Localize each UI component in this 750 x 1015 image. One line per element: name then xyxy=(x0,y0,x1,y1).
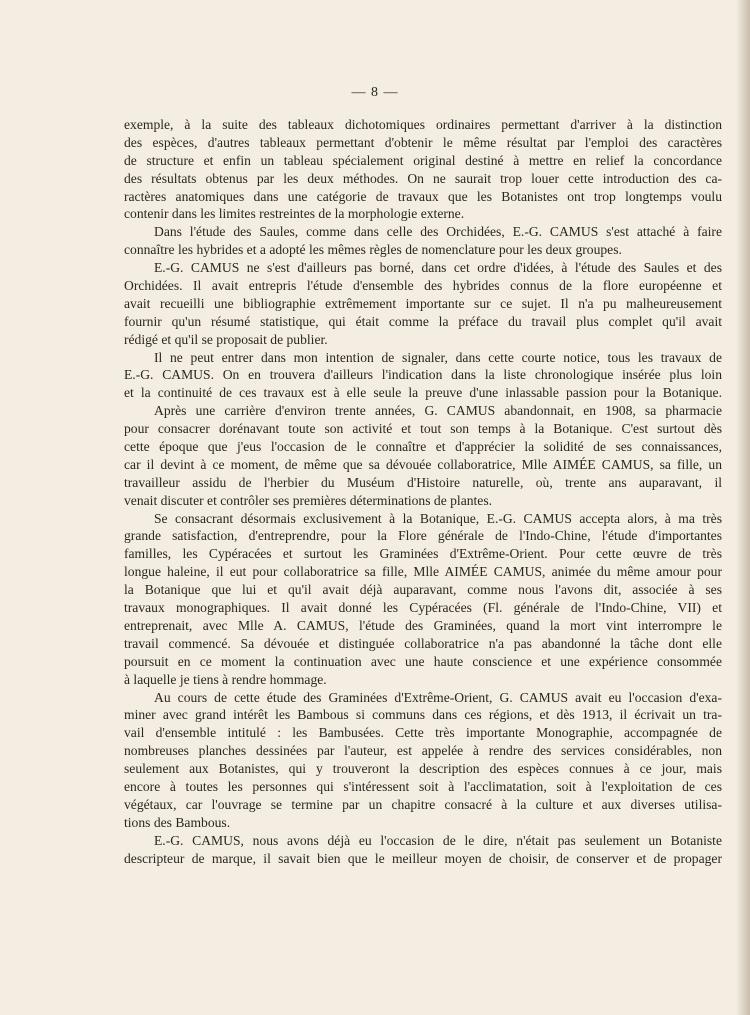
text-line: venait discuter et contrôler ses premières déterminations de plantes. xyxy=(124,492,493,508)
text-line: la Botanique que lui et qu'il avait déjà auparavant, comme nous l'avons dit, associée à ses xyxy=(124,582,722,598)
text-line: exemple, à la suite des tableaux dichotomiques ordinaires permettant d'arriver à la distinction xyxy=(124,117,722,132)
text-line: grande satisfaction, d'entreprendre, pour la Flore générale de l'Indo-Chine, l'étude d'importantes xyxy=(124,528,722,544)
text-line: Dans l'étude des Saules, comme dans celle des Orchidées, E.-G. CAMUS s'est attaché à faire xyxy=(154,224,722,240)
text-line: nombreuses planches dessinées par l'auteur, est appelée à rendre des services considérables, non xyxy=(124,743,722,759)
text-line: des résultats obtenus par les deux méthodes. On ne saurait trop louer cette introduction des ca- xyxy=(124,170,722,186)
body-text xyxy=(124,116,722,867)
text-line: descripteur de marque, il savait bien que le meilleur moyen de choisir, de conserver et de propager xyxy=(124,850,722,866)
text-line: familles, les Cypéracées et surtout les Graminées d'Extrême-Orient. Pour cette œuvre de très xyxy=(124,546,722,562)
text-line: contenir dans les limites restreintes de la morphologie externe. xyxy=(124,206,465,222)
text-line: pour consacrer dorénavant toute son activité et tout son temps à la Botanique. C'est surtout dès xyxy=(124,421,722,437)
text-line: entreprenait, avec Mlle A. CAMUS, l'étude des Graminées, quand la mort vint interrompre le xyxy=(124,617,722,633)
text-line: à laquelle je tiens à rendre hommage. xyxy=(124,671,327,687)
page-edge-shadow xyxy=(736,0,750,1015)
text-line: vail d'ensemble intitulé : les Bambusées. Cette très importante Monographie, accompagnée de xyxy=(124,725,722,741)
text-line: connaître les hybrides et a adopté les mêmes règles de nomenclature pour les deux groupes. xyxy=(124,242,622,258)
text-line: car il devint à ce moment, de même que sa dévouée collaboratrice, Mlle AIMÉE CAMUS, sa fille, un xyxy=(124,456,722,472)
text-line: tions des Bambous. xyxy=(124,814,231,830)
text-line: Se consacrant désormais exclusivement à la Botanique, E.-G. CAMUS accepta alors, à ma très xyxy=(154,510,722,526)
page-number: — 8 — xyxy=(351,85,399,100)
text-line: Après une carrière d'environ trente années, G. CAMUS abandonnait, en 1908, sa pharmacie xyxy=(154,403,722,419)
text-line: miner avec grand intérêt les Bambous si communs dans ces régions, et dès 1913, il écrivait un tra- xyxy=(124,707,722,723)
text-line: E.-G. CAMUS ne s'est d'ailleurs pas borné, dans cet ordre d'idées, à l'étude des Saules et des xyxy=(154,260,722,276)
text-line: encore à toutes les personnes qui s'intéressent soit à l'acclimatation, soit à l'exploitation de ces xyxy=(124,778,722,794)
text-line: Au cours de cette étude des Graminées d'Extrême-Orient, G. CAMUS avait eu l'occasion d'exa- xyxy=(154,689,722,705)
text-line: E.-G. CAMUS, nous avons déjà eu l'occasion de le dire, n'était pas seulement un Botaniste xyxy=(154,832,722,848)
text-line: Il ne peut entrer dans mon intention de signaler, dans cette courte notice, tous les travaux de xyxy=(154,349,722,365)
text-line: fournir qu'un résumé statistique, qui était comme la préface du travail plus complet qu'il avait xyxy=(124,313,722,329)
text-line: rédigé et qu'il se proposait de publier. xyxy=(124,331,328,347)
text-line: travail commencé. Sa dévouée et distinguée collaboratrice n'a pas abandonné la tâche dont elle xyxy=(124,635,722,651)
text-line: végétaux, car l'ouvrage se termine par un chapitre consacré à la culture et aux diverses utilisa- xyxy=(124,796,722,812)
text-line: des espèces, d'autres tableaux permettant d'obtenir le même résultat par l'emploi des caractères xyxy=(124,134,722,150)
text-line: avait recueilli une bibliographie extrêmement importante sur ce sujet. Il n'a pu malheureusement xyxy=(124,295,722,311)
text-line: travailleur assidu de l'herbier du Muséum d'Histoire naturelle, où, trente ans auparavant, il xyxy=(124,474,722,490)
text-line: poursuit en ce moment la continuation avec une haute conscience et une expérience consommée xyxy=(124,653,722,669)
text-line: E.-G. CAMUS. On en trouvera d'ailleurs l'indication dans la liste chronologique insérée plus loin xyxy=(124,367,722,383)
text-line: de structure et enfin un tableau spécialement original destiné à mettre en relief la concordance xyxy=(124,152,722,168)
text-line: ractères anatomiques dans une catégorie de travaux que les Botanistes ont trop longtemps voulu xyxy=(124,188,722,204)
text-line: longue haleine, il eut pour collaboratrice sa fille, Mlle AIMÉE CAMUS, animée du même amour pour xyxy=(124,564,722,580)
text-line: seulement aux Botanistes, qui y trouveront la description des espèces connues à ce jour, mais xyxy=(124,761,722,777)
text-line: et la continuité de ces travaux est à elle seule la preuve d'une inlassable passion pour la Botanique. xyxy=(124,385,722,401)
text-line: travaux monographiques. Il avait donné les Cypéracées (Fl. générale de l'Indo-Chine, VII) et xyxy=(124,600,722,616)
text-line: cette époque que j'eus l'occasion de le connaître et d'apprécier la solidité de ses connaissances, xyxy=(124,439,722,455)
text-line: Orchidées. Il avait entrepris l'étude d'ensemble des hybrides connus de la flore européenne et xyxy=(124,278,722,294)
